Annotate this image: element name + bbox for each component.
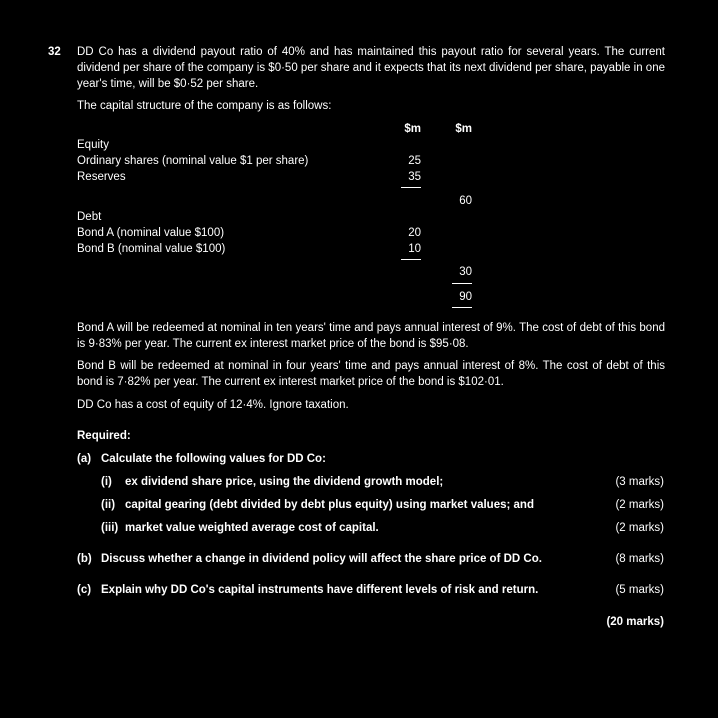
- part-b-text: Discuss whether a change in dividend policy will affect the share price of DD Co.: [101, 553, 542, 565]
- col-header-1: $m: [404, 123, 421, 135]
- debt-subtotal-rule: [401, 259, 421, 260]
- reserves-label: Reserves: [77, 171, 126, 183]
- bond-b-paragraph: [77, 358, 665, 390]
- part-a-ii-text: capital gearing (debt divided by debt plus equity) using market values; and: [125, 499, 534, 511]
- part-a-i-marks: (3 marks): [615, 476, 664, 488]
- required-heading-text: Required:: [77, 430, 131, 442]
- bond-b-label: Bond B (nominal value $100): [77, 243, 226, 255]
- part-a-i-label: (i): [101, 476, 112, 488]
- debt-heading: Debt: [77, 211, 102, 223]
- grand-total-rule: [452, 307, 472, 308]
- part-b: [77, 551, 665, 567]
- question-number: 32: [48, 46, 61, 58]
- part-a: [77, 451, 665, 467]
- equity-subtotal-rule: [401, 187, 421, 188]
- part-a-ii-marks: (2 marks): [615, 499, 664, 511]
- part-c-marks: (5 marks): [615, 584, 664, 596]
- equity-cost-text: DD Co has a cost of equity of 12·4%. Ignore taxation.: [77, 399, 349, 411]
- part-a-i-text: ex dividend share price, using the dividend growth model;: [125, 476, 444, 488]
- bond-a-label: Bond A (nominal value $100): [77, 227, 225, 239]
- bond-b-value: 10: [408, 243, 421, 255]
- ordinary-shares-label: Ordinary shares (nominal value $1 per share): [77, 155, 309, 167]
- reserves-value: 35: [408, 171, 421, 183]
- ordinary-shares-value: 25: [408, 155, 421, 167]
- bond-b-text: Bond B will be redeemed at nominal in four years' time and pays annual interest of 8%. The cost of debt of this bond is 7·82% per year. The current ex interest market price of the bond is $102·01.: [77, 360, 665, 388]
- part-b-label: (b): [77, 553, 92, 565]
- part-b-marks: (8 marks): [615, 553, 664, 565]
- required-heading: [77, 428, 665, 444]
- bond-a-text: Bond A will be redeemed at nominal in ten years' time and pays annual interest of 9%. The cost of debt of this bond is 9·83% per year. The current ex interest market price of the bond is $95·08.: [77, 322, 665, 350]
- grand-total: 90: [459, 291, 472, 303]
- part-a-iii-label: (iii): [101, 522, 119, 534]
- part-a-iii: [101, 520, 379, 536]
- total-rule: [452, 283, 472, 284]
- part-a-label: (a): [77, 453, 92, 465]
- part-a-iii-text: market value weighted average cost of capital.: [125, 522, 379, 534]
- part-c-text: Explain why DD Co's capital instruments have different levels of risk and return.: [101, 584, 539, 596]
- part-a-iii-marks: (2 marks): [615, 522, 664, 534]
- part-a-ii: [101, 497, 534, 513]
- equity-total: 60: [459, 195, 472, 207]
- debt-total: 30: [459, 266, 472, 278]
- part-c-label: (c): [77, 584, 92, 596]
- bond-a-paragraph: [77, 320, 665, 352]
- capital-structure-table: [77, 121, 665, 311]
- equity-cost-paragraph: [77, 397, 665, 413]
- col-header-2: $m: [455, 123, 472, 135]
- part-a-text: Calculate the following values for DD Co:: [101, 453, 326, 465]
- capital-intro: [77, 98, 665, 114]
- question-intro: [77, 44, 665, 92]
- part-a-ii-label: (ii): [101, 499, 116, 511]
- capital-intro-text: The capital structure of the company is as follows:: [77, 100, 332, 112]
- total-marks: (20 marks): [606, 616, 664, 628]
- bond-a-value: 20: [408, 227, 421, 239]
- part-a-i: [101, 474, 443, 490]
- equity-heading: Equity: [77, 139, 109, 151]
- intro-paragraph: DD Co has a dividend payout ratio of 40% and has maintained this payout ratio for several years. The current dividend per share of the company is $0·50 per share and it expects that its next dividend per share, payable in one year's time, will be $0·52 per share.: [77, 46, 665, 90]
- part-c: [77, 582, 665, 598]
